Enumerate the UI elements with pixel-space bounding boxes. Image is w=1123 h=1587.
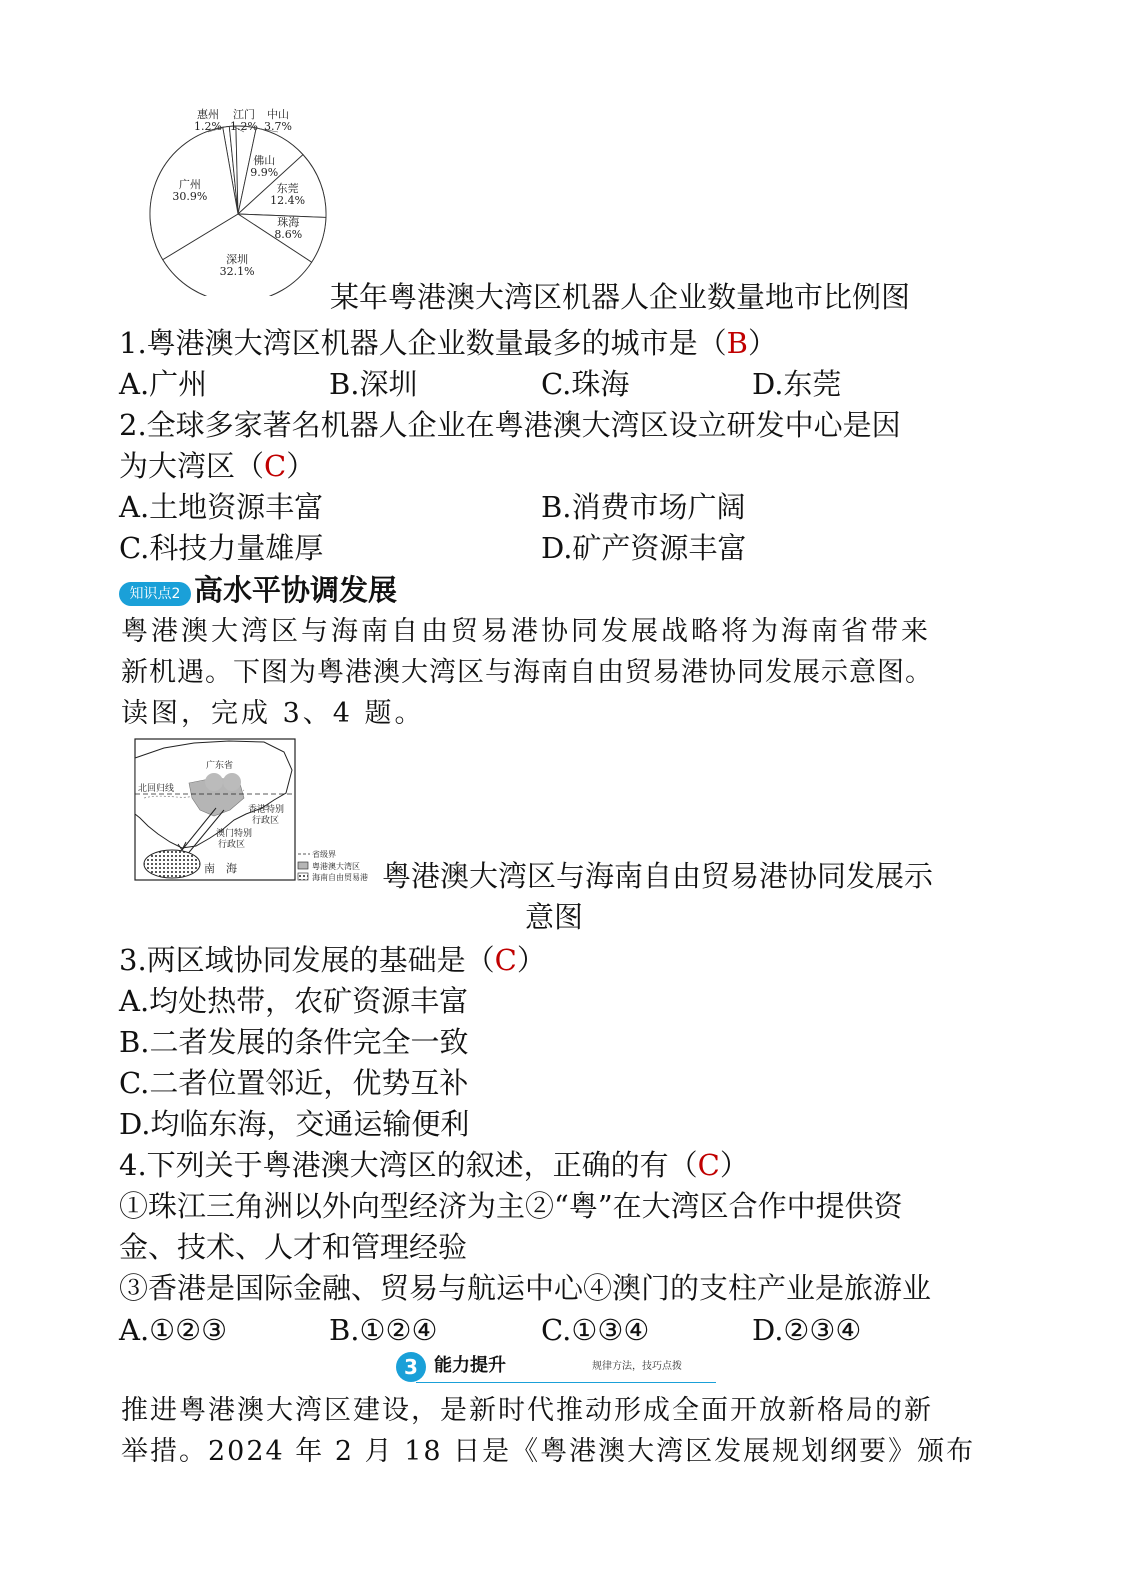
map-label-macau-1: 澳门特别 [216,829,253,839]
pie-label-value-东莞: 12.4% [270,193,306,207]
map-label-sea: 南 海 [204,862,237,875]
q2-option-c: C.科技力量雄厚 [119,531,324,565]
pie-label-value-广州: 30.9% [172,190,208,204]
q1-option-b: B.深圳 [329,367,418,401]
closing-line2: 举措。2024 年 2 月 18 日是《粤港澳大湾区发展规划纲要》颁布 [121,1436,976,1467]
q3-option-c: C.二者位置邻近，优势互补 [119,1066,469,1100]
question-4-stem [119,1145,749,1185]
legend-bay-swatch [298,862,308,869]
q4-statement-line3: ③香港是国际金融、贸易与航运中心④澳门的支柱产业是旅游业 [119,1271,932,1305]
q3-answer: C [494,943,517,977]
pie-label-value-珠海: 8.6% [274,228,303,242]
pie-label-value-惠州: 1.2% [194,120,222,133]
closing-line1: 推进粤港澳大湾区建设，是新时代推动形成全面开放新格局的新 [121,1395,933,1426]
q4-option-a: A.①②③ [119,1313,228,1347]
q3-option-d: D.均临东海，交通运输便利 [119,1107,470,1141]
bay-area-city [205,773,223,791]
q3-stem-text: 3.两区域协同发展的基础是（ [119,943,495,977]
map-caption-line1: 粤港澳大湾区与海南自由贸易港协同发展示 [382,859,934,893]
hainan-island [144,850,200,878]
intro-line3: 读图，完成 3、4 题。 [121,698,425,729]
section-3-underline [416,1382,716,1383]
pie-label-value-江门: 1.2% [230,120,258,133]
legend-boundary: 省级界 [312,850,336,859]
q1-option-c: C.珠海 [541,367,630,401]
q2-stem-close: ） [286,449,316,483]
intro-line1: 粤港澳大湾区与海南自由贸易港协同发展战略将为海南省带来 [121,616,931,647]
q4-answer: C [697,1148,720,1182]
question-1-stem [119,323,777,363]
pie-label-name-深圳: 深圳 [226,252,249,266]
map-label-hongkong-1: 香港特别 [248,805,285,815]
q3-stem-close: ） [516,943,546,977]
pie-label-name-惠州: 惠州 [197,108,219,121]
map-caption-line2: 意图 [525,900,584,934]
q2-option-a: A.土地资源丰富 [119,490,324,524]
q2-stem-line1: 2.全球多家著名机器人企业在粤港澳大湾区设立研发中心是因 [119,408,901,442]
pie-label-value-深圳: 32.1% [219,264,255,278]
pie-chart [140,96,340,296]
legend-bay: 粤港澳大湾区 [312,862,360,871]
q4-statement-line2: 金、技术、人才和管理经验 [119,1230,468,1264]
q2-answer: C [264,449,287,483]
pie-label-name-中山: 中山 [267,108,289,121]
q1-answer: B [726,326,748,360]
q4-stem-close: ） [719,1148,749,1182]
question-2-stem [119,446,315,486]
q4-stem-text: 4.下列关于粤港澳大湾区的叙述，正确的有（ [119,1148,698,1182]
pie-label-name-广州: 广州 [178,178,201,192]
map-figure [134,738,374,884]
knowledge-point-badge: 知识点2 [119,582,191,606]
legend-hainan-swatch [298,873,308,880]
q4-option-b: B.①②④ [329,1313,438,1347]
pie-chart-title: 某年粤港澳大湾区机器人企业数量地市比例图 [330,280,911,314]
q2-stem-line2: 为大湾区（ [119,449,265,483]
pie-label-name-珠海: 珠海 [277,216,300,230]
q3-option-b: B.二者发展的条件完全一致 [119,1025,469,1059]
q4-option-c: C.①③④ [541,1313,650,1347]
q2-option-b: B.消费市场广阔 [541,490,746,524]
pie-label-value-佛山: 9.9% [250,166,279,180]
q1-option-d: D.东莞 [752,367,842,401]
intro-line2: 新机遇。下图为粤港澳大湾区与海南自由贸易港协同发展示意图。 [121,657,933,688]
pie-label-name-东莞: 东莞 [276,181,299,195]
q1-stem-text: 1.粤港澳大湾区机器人企业数量最多的城市是（ [119,326,727,360]
section-3-title: 能力提升 [434,1355,506,1376]
q1-option-a: A.广州 [119,367,208,401]
section-3-number: 3 [396,1352,426,1382]
q4-option-d: D.②③④ [752,1313,862,1347]
pie-label-value-中山: 3.7% [264,120,292,133]
section-3-subtitle: 规律方法，技巧点拨 [592,1361,682,1372]
map-label-tropic: 北回归线 [138,784,175,794]
section-3-header [396,1352,716,1386]
section-title: 高水平协调发展 [194,573,398,607]
question-3-stem [119,940,546,980]
map-label-macau-2: 行政区 [218,840,246,850]
q1-stem-close: ） [747,326,777,360]
q3-option-a: A.均处热带，农矿资源丰富 [119,984,469,1018]
pie-label-name-江门: 江门 [233,108,255,121]
pie-label-name-佛山: 佛山 [253,154,276,168]
map-label-hongkong-2: 行政区 [252,816,280,826]
legend-hainan: 海南自由贸易港 [312,873,368,882]
q4-statement-line1: ①珠江三角洲以外向型经济为主②“粤”在大湾区合作中提供资 [119,1189,903,1223]
q2-option-d: D.矿产资源丰富 [541,531,747,565]
bay-area-city [223,773,241,791]
map-label-guangdong: 广东省 [206,761,234,771]
